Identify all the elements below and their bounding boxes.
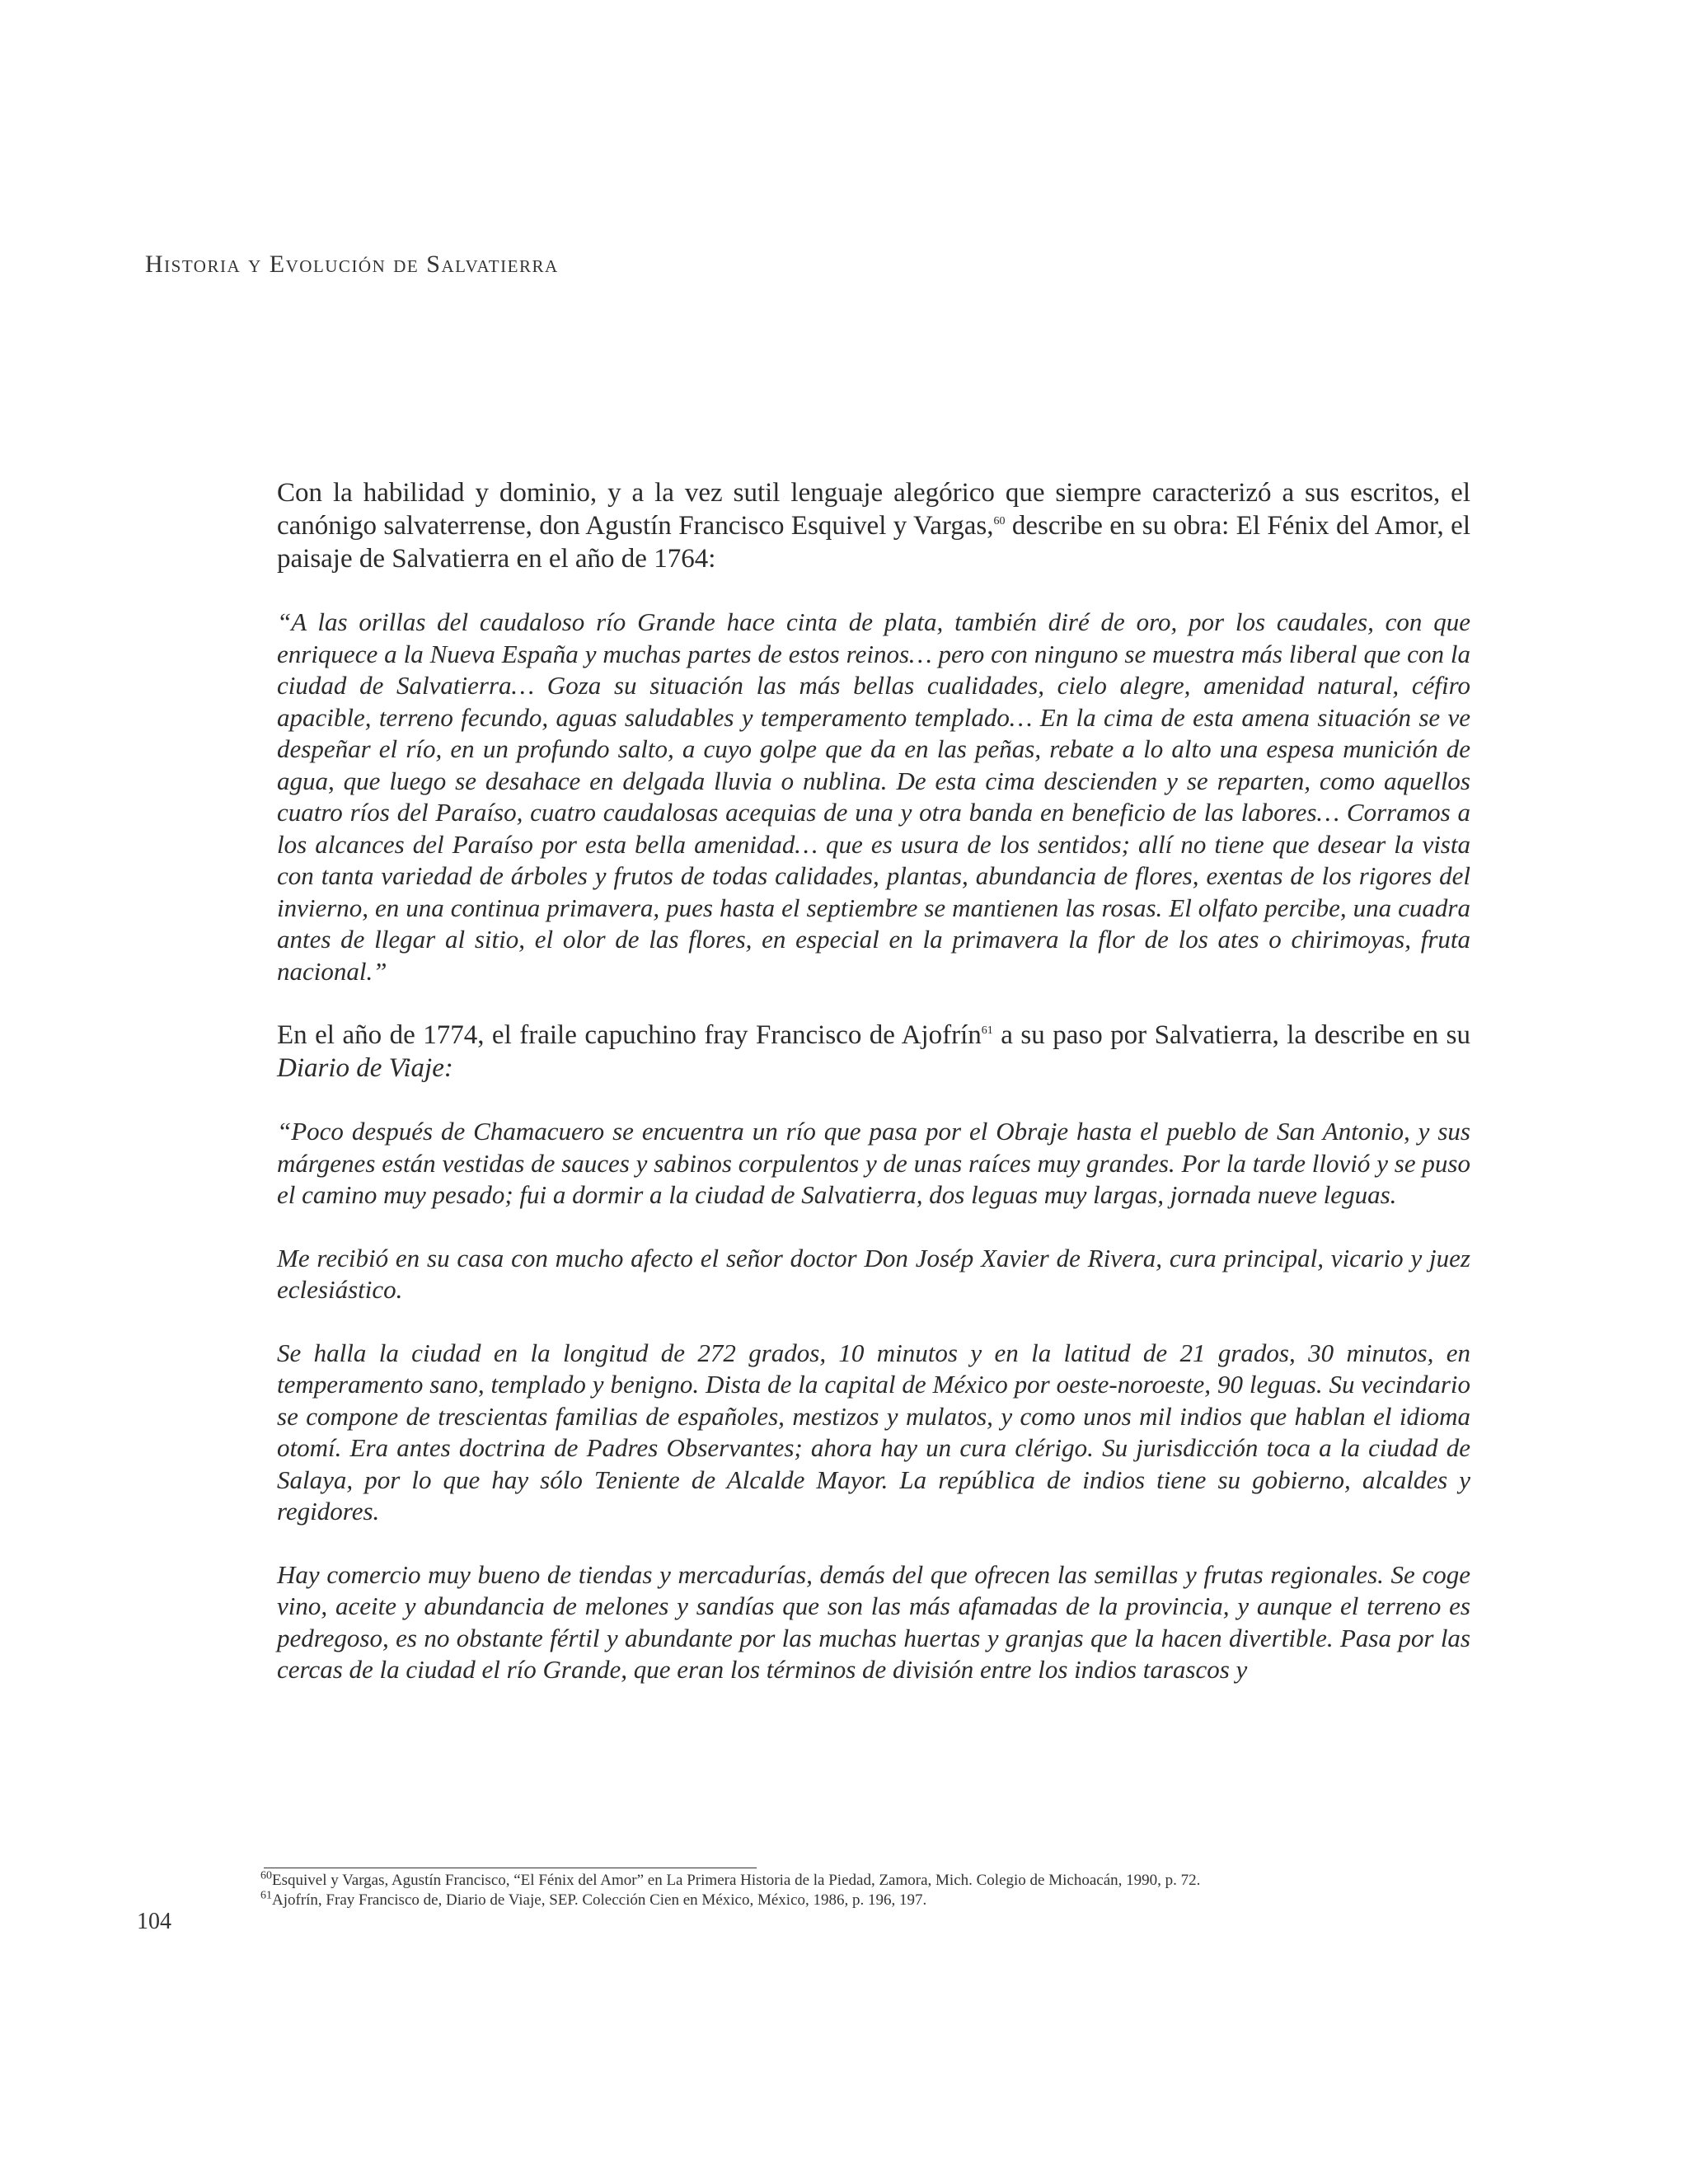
paragraph-text: describe en su obra: El Fénix del Amor, el paisaje de Salvatierra en el año de 1764: <box>277 511 1470 574</box>
footnote-number: 61 <box>260 1889 272 1902</box>
book-title: Diario de Viaje: <box>277 1053 453 1083</box>
paragraph-text: a su paso por Salvatierra, la describe en su <box>992 1020 1470 1050</box>
main-text <box>277 476 1470 1718</box>
footnote-ref-60: 60 <box>993 515 1006 527</box>
paragraph-text: En el año de 1774, el fraile capuchino fray Francisco de Ajofrín <box>277 1020 982 1050</box>
paragraph-intro <box>277 476 1470 575</box>
quote-diario-2: Me recibió en su casa con mucho afecto el señor doctor Don Josép Xavier de Rivera, cura principal, vicario y juez eclesiástico. <box>277 1243 1470 1304</box>
quote-diario-3: Se halla la ciudad en la longitud de 272 grados, 10 minutos y en la latitud de 21 grados, 30 minutos, en temperamento sano, templado y benigno. Dista de la capital de México por oeste-noroeste, 90 leguas. Su vecindario se compone de trescientas familias de españoles, mestizos y mulatos, y como unos mil indios que hablan el idioma otomí. Era antes doctrina de Padres Observantes; ahora hay un cura clérigo. Su jurisdicción toca a la ciudad de Salaya, por lo que hay sólo Teniente de Alcalde Mayor. La república de indios tiene su gobierno, alcaldes y regidores. <box>277 1338 1470 1526</box>
footnote-text: Ajofrín, Fray Francisco de, Diario de Viaje, SEP. Colección Cien en México, México, 1986, p. 196, 197. <box>272 1891 927 1909</box>
footnote-number: 60 <box>260 1869 272 1882</box>
footnotes <box>260 1871 1497 1910</box>
page-number: 104 <box>137 1909 171 1934</box>
footnote-61 <box>260 1891 1497 1910</box>
running-head: Historia y Evolución de Salvatierra <box>145 251 559 278</box>
quote-fenix: “A las orillas del caudaloso río Grande hace cinta de plata, también diré de oro, por los caudales, con que enriquece a la Nueva España y muchas partes de estos reinos… pero con ninguno se muestra más liberal que con la ciudad de Salvatierra… Goza su situación las más bellas cualidades, cielo alegre, amenidad natural, céfiro apacible, terreno fecundo, aguas saludables y temperamento templado… En la cima de esta amena situación se ve despeñar el río, en un profundo salto, a cuyo golpe que da en las peñas, rebate a lo alto una espesa munición de agua, que luego se desahace en delgada lluvia o nublina. De esta cima descienden y se reparten, como aquellos cuatro ríos del Paraíso, cuatro caudalosas acequias de una y otra banda en beneficio de las labores… Corramos a los alcances del Paraíso por esta bella amenidad… que es usura de los sentidos; allí no tiene que desear la vista con tanta variedad de árboles y frutos de todas calidades, plantas, abundancia de flores, exentas de los rigores del invierno, en una continua primavera, pues hasta el septiembre se mantienen las rosas. El olfato percibe, una cuadra antes de llegar al sitio, el olor de las flores, en especial en la primavera la flor de los ates o chirimoyas, fruta nacional.” <box>277 607 1470 986</box>
paragraph-text: Con la habilidad y dominio, y a la vez sutil lenguaje alegórico que siempre caracterizó a sus escritos, el canónigo salvaterrense, don Agustín Francisco Esquivel y Vargas, <box>277 478 1470 541</box>
footnote-text: Esquivel y Vargas, Agustín Francisco, “El Fénix del Amor” en La Primera Historia de la Piedad, Zamora, Mich. Colegio de Michoacán, 1990, p. 72. <box>272 1872 1201 1889</box>
footnote-ref-61: 61 <box>981 1024 993 1037</box>
footnote-60 <box>260 1871 1497 1891</box>
quote-diario-4: Hay comercio muy bueno de tiendas y mercadurías, demás del que ofrecen las semillas y frutas regionales. Se coge vino, aceite y abundancia de melones y sandías que son las más afamadas de la provincia, y aunque el terreno es pedregoso, es no obstante fértil y abundante por las muchas huertas y granjas que la hacen divertible. Pasa por las cercas de la ciudad el río Grande, que eran los términos de división entre los indios tarascos y <box>277 1559 1470 1684</box>
quote-diario-1: “Poco después de Chamacuero se encuentra un río que pasa por el Obraje hasta el pueblo de San Antonio, y sus márgenes están vestidas de sauces y sabinos corpulentos y de unas raíces muy grandes. Por la tarde llovió y se puso el camino muy pesado; fui a dormir a la ciudad de Salvatierra, dos leguas muy largas, jornada nueve leguas. <box>277 1117 1470 1209</box>
paragraph-ajofrin <box>277 1019 1470 1085</box>
